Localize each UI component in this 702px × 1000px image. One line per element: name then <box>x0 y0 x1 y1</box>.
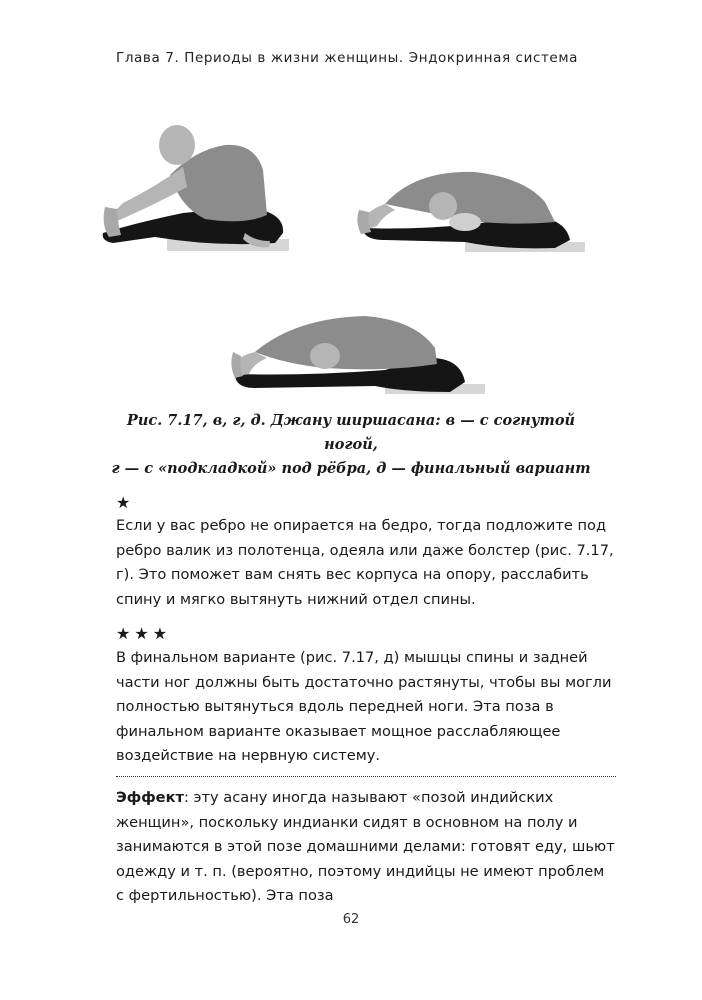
caption-line-1: Рис. 7.17, в, г, д. Джану ширшасана: в — с согнутой ногой, <box>126 412 576 453</box>
caption-line-2: г — с «подкладкой» под рёбра, д — финальный вариант <box>111 460 591 477</box>
effect-text: : эту асану иногда называют «позой индийских женщин», поскольку индианки сидят в основном на полу и занимаются в этой позе домашними делами: готовят еду, шьют одежду и т. п. (вероятно, поэтому индийцы не имеют проблем с фертильностью). Эта поза <box>116 789 615 904</box>
dotted-divider <box>116 776 616 777</box>
paragraph-level-3: В финальном варианте (рис. 7.17, д) мышцы спины и задней части ног должны быть достаточно растянуты, чтобы вы могли полностью вытянуться вдоль передней ноги. Эта поза в финальном варианте оказывает мощное расслабляющее воздействие на нервную систему. <box>116 649 612 764</box>
star-rating-1: ★ <box>116 493 135 512</box>
page-number: 62 <box>342 912 360 927</box>
figure-caption <box>110 409 592 481</box>
effect-paragraph <box>116 786 616 909</box>
running-header: Глава 7. Периоды в жизни женщины. Эндокринная система <box>116 50 578 66</box>
photo-pose-d <box>225 312 495 402</box>
photo-pose-v <box>95 115 310 265</box>
effect-label: Эффект <box>116 789 184 806</box>
photo-pose-g <box>355 160 595 260</box>
paragraph-level-1: Если у вас ребро не опирается на бедро, тогда подложите под ребро валик из полотенца, одеяла или даже болстер (рис. 7.17, г). Это поможет вам снять вес корпуса на опору, расслабить спину и мягко вытянуть нижний отдел спины. <box>116 517 614 608</box>
star-rating-3: ★★★ <box>116 624 172 643</box>
